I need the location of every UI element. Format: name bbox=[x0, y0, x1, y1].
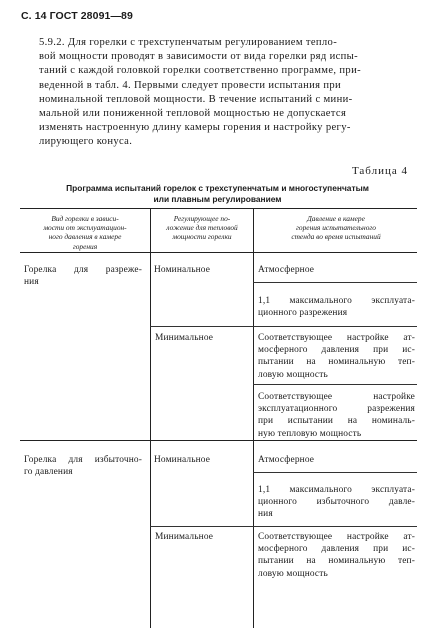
cell-line: мосферного давления при ис- bbox=[258, 544, 415, 555]
table-label: Таблица 4 bbox=[351, 165, 408, 177]
paragraph-line: изменять настроенную длину камеры горения и настройку регу- bbox=[39, 122, 351, 134]
row-rule bbox=[150, 326, 417, 327]
cell-nominal-2: Номинальное bbox=[154, 455, 211, 465]
row-rule bbox=[253, 384, 417, 385]
cell-line: ционного разрежения bbox=[258, 308, 348, 319]
paragraph-line: вой мощности проводят в зависимости от вида горелки ряд испы- bbox=[39, 51, 359, 63]
row-rule bbox=[253, 472, 417, 473]
table-header-rule bbox=[20, 252, 417, 253]
cell-line: Соответствующее настройке ат- bbox=[258, 532, 415, 542]
cell-line: ционного избыточного давле- bbox=[258, 497, 415, 508]
cell-burner-rarefaction bbox=[24, 264, 142, 288]
paragraph-line: лирующего конуса. bbox=[39, 136, 133, 148]
row-rule bbox=[150, 526, 417, 527]
cell-min-atmospheric-setting-2 bbox=[258, 531, 415, 580]
cell-line: ную тепловую мощность bbox=[258, 428, 362, 439]
cell-minimal-2: Минимальное bbox=[155, 532, 214, 542]
cell-line: ния bbox=[24, 277, 39, 288]
table-title-line: или плавным регулированием bbox=[153, 194, 282, 204]
cell-line: 1,1 максимального эксплуата- bbox=[258, 485, 415, 495]
cell-line: Соответствующее настройке ат- bbox=[258, 333, 415, 343]
column-header-line: мощности горелки bbox=[172, 232, 232, 242]
paragraph-line: 5.9.2. Для горелки с трехступенчатым регулированием тепло- bbox=[39, 37, 338, 48]
column-header-line: горения испытательного bbox=[296, 223, 376, 233]
paragraph-line: мальной или пониженной тепловой мощностью не допускается bbox=[39, 108, 347, 120]
cell-min-atmospheric-setting bbox=[258, 332, 415, 381]
column-header-line: стенда во время испытаний bbox=[291, 232, 381, 242]
paragraph-5-9-2 bbox=[39, 36, 402, 150]
cell-max-rarefaction bbox=[258, 295, 415, 319]
column-header-line: ложение для тепловой bbox=[166, 223, 238, 233]
cell-line: ловую мощность bbox=[258, 568, 328, 579]
cell-atmospheric: Атмосферное bbox=[258, 265, 315, 275]
column-header-line: ного давления в камере bbox=[48, 232, 122, 242]
table-top-rule bbox=[20, 208, 417, 209]
column-header-line: Вид горелки в зависи- bbox=[51, 214, 119, 223]
paragraph-line: веденной в табл. 4. Первыми следует провести испытания при bbox=[39, 79, 342, 91]
column-header-burner-type bbox=[22, 214, 148, 251]
column-header-regulating-position bbox=[152, 214, 252, 242]
table-column-divider bbox=[253, 208, 254, 628]
cell-line: при испытании на номиналь- bbox=[258, 416, 415, 427]
column-header-line: Регулирующее по- bbox=[173, 214, 231, 223]
column-header-line: Давление в камере bbox=[307, 214, 365, 223]
row-rule bbox=[253, 282, 417, 283]
table-group-rule bbox=[20, 440, 417, 441]
cell-line: пытании на номинальную теп- bbox=[258, 556, 415, 567]
cell-nominal: Номинальное bbox=[154, 265, 211, 275]
cell-max-overpressure bbox=[258, 484, 415, 521]
cell-line: го давления bbox=[24, 467, 73, 478]
page-header: С. 14 ГОСТ 28091—89 bbox=[21, 10, 133, 22]
table-column-divider bbox=[150, 208, 151, 628]
cell-line: Соответствующее настройке bbox=[258, 392, 415, 402]
cell-line: 1,1 максимального эксплуата- bbox=[258, 296, 415, 306]
paragraph-line: номинальной тепловой мощности. В течение испытаний с мини- bbox=[39, 93, 353, 105]
cell-line: пытании на номинальную теп- bbox=[258, 357, 415, 368]
paragraph-line: таний с каждой головкой горелки соответственно программе, при- bbox=[39, 65, 361, 77]
cell-atmospheric-2: Атмосферное bbox=[258, 455, 315, 465]
cell-minimal: Минимальное bbox=[155, 333, 214, 343]
column-header-chamber-pressure bbox=[255, 214, 417, 242]
cell-min-operating-setting bbox=[258, 391, 415, 440]
cell-line: ния bbox=[258, 509, 273, 520]
table-title-line: Программа испытаний горелок с трехступенчатым и многоступенчатым bbox=[66, 183, 369, 193]
cell-line: ловую мощность bbox=[258, 369, 328, 380]
cell-line: Горелка для разреже- bbox=[24, 265, 142, 275]
column-header-line: мости от эксплуатацион- bbox=[43, 223, 127, 233]
cell-line: мосферного давления при ис- bbox=[258, 345, 415, 356]
cell-line: эксплуатационного разрежения bbox=[258, 404, 415, 415]
cell-line: Горелка для избыточно- bbox=[24, 455, 142, 465]
column-header-line: горения bbox=[72, 241, 98, 251]
cell-burner-overpressure bbox=[24, 454, 142, 478]
table-title bbox=[20, 183, 415, 205]
